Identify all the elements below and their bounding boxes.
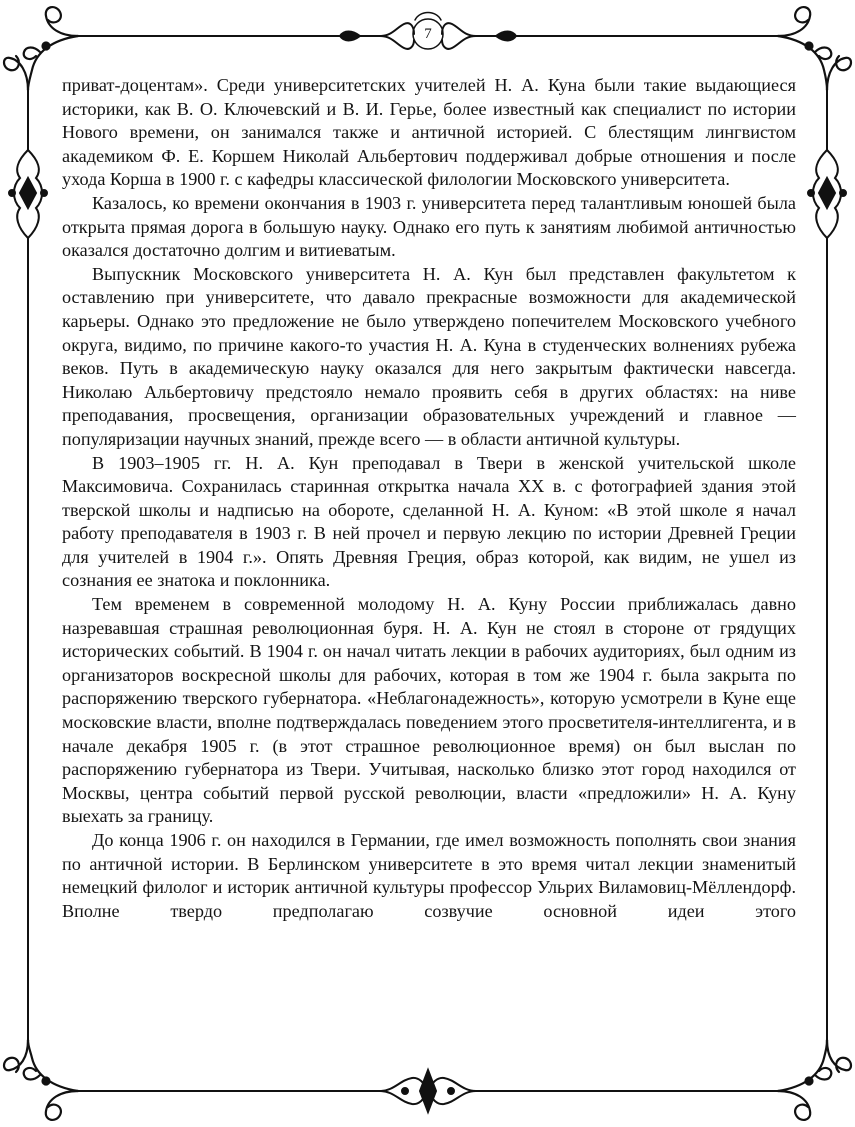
paragraph-3: Выпускник Московского университета Н. А. Кун был представлен факультетом к оставлению при университете, что давало прекрасные возможности для академической карьеры. Однако это предложение не было утверждено попечителем Московского учебного округа, видимо, по причине какого-то участия Н. А. Куна в студенческих волнениях рубежа веков. Путь в академическую науку оказался для него закрытым фактически навсегда. Николаю Альбертовичу предстояло немало проявить себя в других областях: на ниве преподавания, просвещения, организации образовательных учреждений и главное — популяризации научных знаний, прежде всего — в области античной культуры. [62, 263, 796, 449]
bottom-center-ornament-icon [380, 1070, 476, 1112]
bottom-left-corner-flourish-icon [4, 1040, 78, 1120]
paragraph-6: До конца 1906 г. он находился в Германии, где имел возможность пополнять свои знания по античной истории. В Берлинском университете в это время читал лекции знаменитый немецкий филолог и историк античной культуры профессор Ульрих Виламовиц-Мёллендорф. Вполне твердо предполагаю созвучие основной идеи этого [62, 830, 796, 921]
paragraph-5: Тем временем в современной молодому Н. А. Куну России приближалась давно назревавшая страшная революционная буря. Н. А. Кун не стоял в стороне от грядущих исторических событий. В 1904 г. он начал читать лекции в рабочих аудиториях, был одним из организаторов воскресной школы для рабочих, которая в том же 1904 г. была закрыта по распоряжению тверского губернатора. «Неблагонадежность», которую усмотрели в Куне еще московские власти, вполне подтверждалась поведением этого просветителя-интеллигента, и в начале декабря 1905 г. (в этот страшное революционное время) он был выслан по распоряжению губернатора из Твери. Учитывая, насколько близко этот город находился от Москвы, центра событий первой русской революции, власти «предложили» Н. А. Куну выехать за границу. [62, 594, 796, 827]
paragraph-1: приват-доцентам». Среди университетских учителей Н. А. Куна были такие выдающиеся историки, как В. О. Ключевский и В. И. Герье, более известный как специалист по истории Нового времени, он занимался также и античной историей. С блестящим лингвистом академиком Ф. Е. Коршем Николай Альбертович поддерживал добрые отношения и после ухода Корша в 1900 г. с кафедры классической филологии Московского университета. [62, 75, 796, 190]
main-text [62, 74, 796, 923]
paragraph-2: Казалось, ко времени окончания в 1903 г. университета перед талантливым юношей была открыта прямая дорога в большую науку. Однако его путь к занятиям любимой античностью оказался достаточно долгим и витиеватым. [62, 192, 796, 261]
paragraph-4: В 1903–1905 гг. Н. А. Кун преподавал в Твери в женской учительской школе Максимовича. Сохранилась старинная открытка начала XX в. с фотографией здания этой тверской школы и надписью на обороте, сделанной Н. А. Куном: «В этой школе я начал работу преподавателя в 1903 г. В ней прочел и первую лекцию по истории Древней Греции для учителей в 1904 г.». Опять Древняя Греция, образ которой, как видим, не ушел из сознания ее знатока и поклонника. [62, 452, 796, 591]
bottom-right-corner-flourish-icon [778, 1040, 851, 1120]
page-number: 7 [424, 26, 432, 42]
left-side-ornament-icon [9, 150, 47, 238]
right-side-ornament-icon [808, 150, 846, 238]
